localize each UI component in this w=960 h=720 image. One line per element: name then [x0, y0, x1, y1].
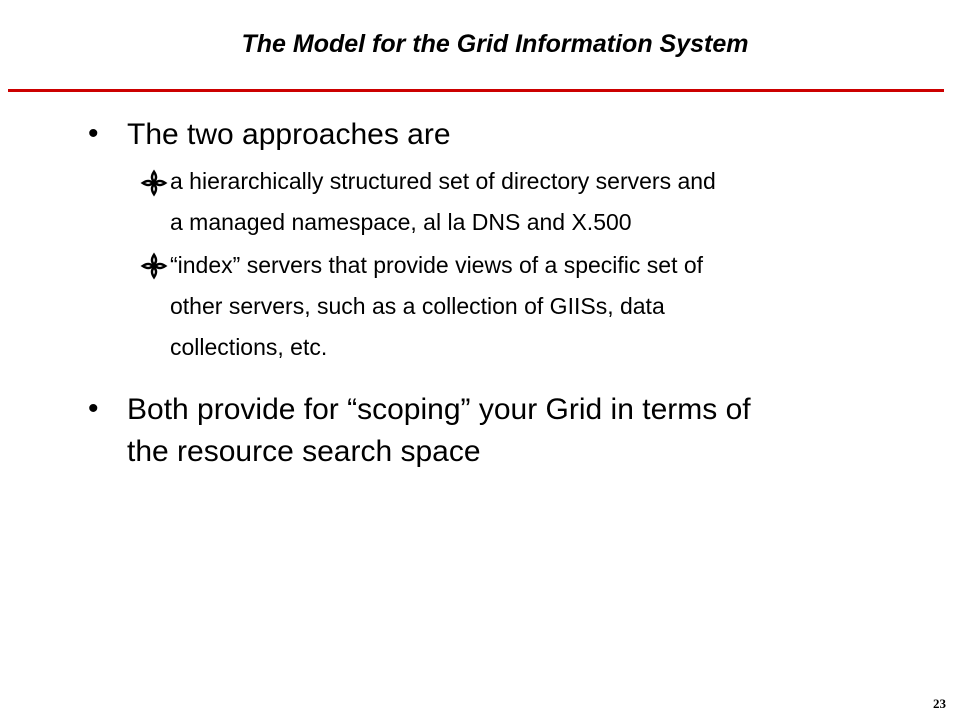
title-divider [8, 89, 944, 92]
sub-bullet-line: a hierarchically structured set of directory servers and [170, 168, 716, 194]
sub-bullet-text [170, 245, 930, 368]
bullet-line: The two approaches are [127, 118, 451, 151]
slide-title: The Model for the Grid Information System [241, 30, 749, 58]
bullet-dot-icon: • [88, 117, 99, 150]
diamond-four-petal-icon [140, 252, 168, 280]
bullet-text [127, 114, 927, 156]
bullet-text [127, 389, 927, 473]
bullet-line: the resource search space [127, 435, 481, 468]
bullet-dot-icon: • [88, 392, 99, 425]
bullet-line: Both provide for “scoping” your Grid in terms of [127, 393, 751, 426]
sub-bullet-line: a managed namespace, al la DNS and X.500 [170, 209, 632, 235]
diamond-four-petal-icon [140, 169, 168, 197]
sub-bullet-line: collections, etc. [170, 334, 328, 360]
page-number: 23 [933, 696, 946, 711]
sub-bullet-text [170, 161, 930, 243]
sub-bullet-line: other servers, such as a collection of GIISs, data [170, 293, 665, 319]
sub-bullet-line: “index” servers that provide views of a specific set of [170, 252, 704, 278]
